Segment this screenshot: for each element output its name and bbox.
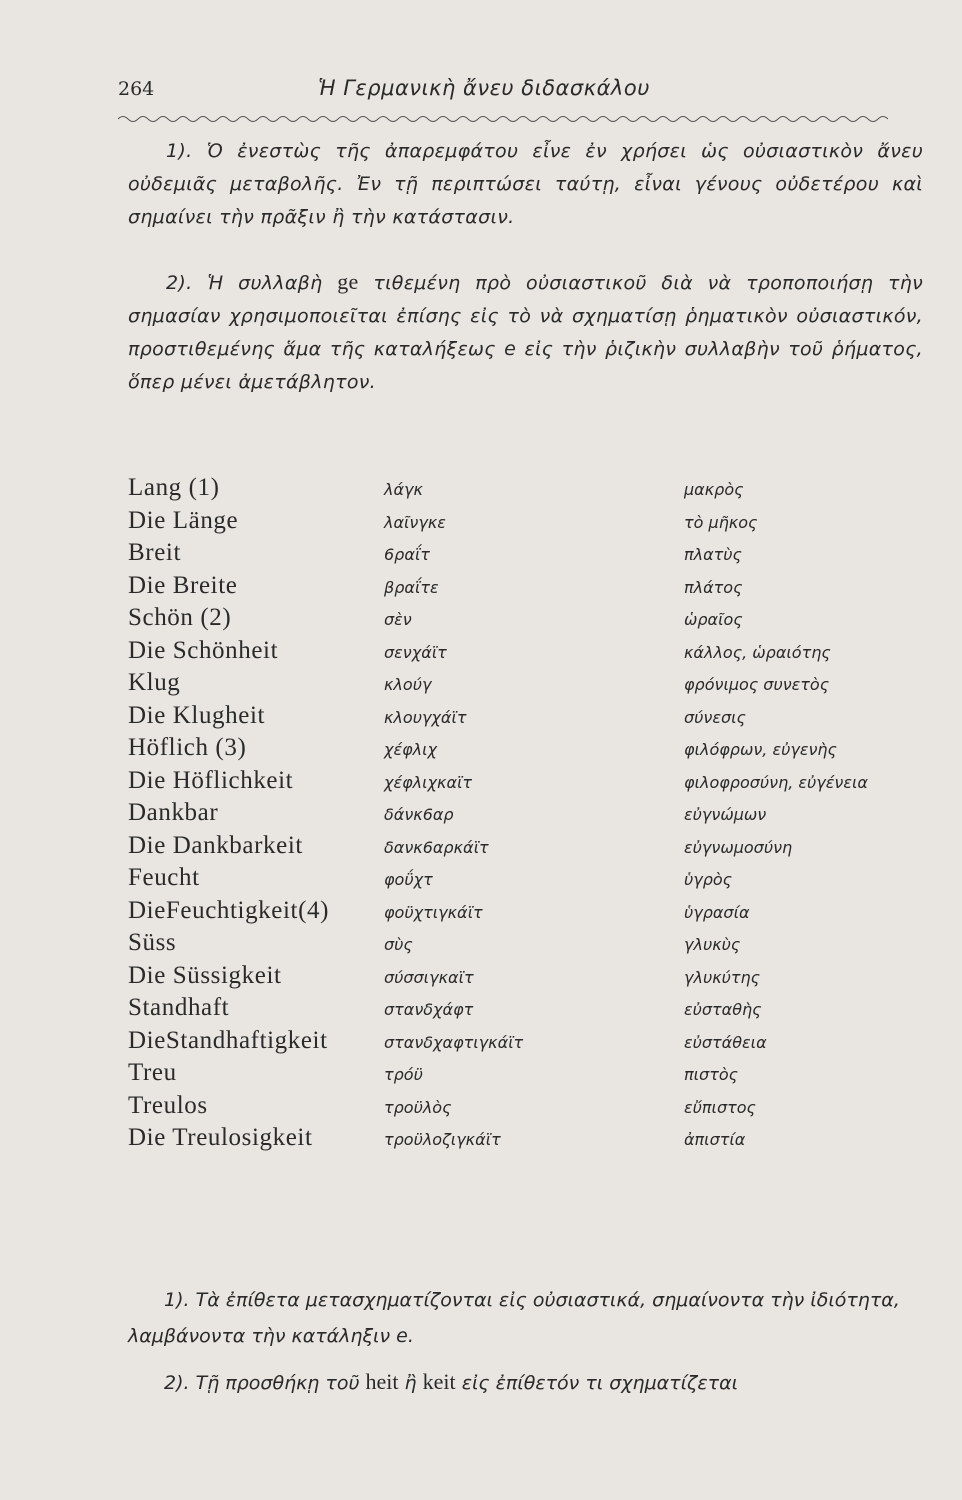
- german-word: DieFeuchtigkeit(4): [128, 896, 330, 924]
- german-word: Süss: [128, 929, 177, 956]
- german-word: Die Klugheit: [128, 701, 266, 729]
- greek-meaning: τὸ μῆκος: [684, 512, 758, 532]
- greek-meaning: γλυκὺς: [684, 935, 741, 954]
- pronunciation: βραΐτε: [384, 577, 439, 597]
- german-word: Die Süssigkeit: [128, 961, 282, 989]
- greek-meaning: εὐγνωμοσύνη: [684, 837, 793, 857]
- vocab-row: [128, 474, 928, 507]
- vocab-row: [128, 832, 928, 865]
- pronunciation: λάγκ: [384, 480, 423, 499]
- footnote-text-mid: ἢ: [404, 1372, 417, 1394]
- greek-meaning: σύνεσις: [684, 707, 746, 727]
- greek-meaning: μακρὸς: [684, 480, 744, 499]
- greek-meaning: εὔπιστος: [684, 1097, 756, 1117]
- pronunciation: στανδχαφτιγκάϊτ: [384, 1032, 524, 1052]
- vocab-row: [128, 539, 928, 572]
- vocab-row: [128, 669, 928, 702]
- german-word: Die Treulosigkeit: [128, 1124, 313, 1151]
- footnote-marker: 2).: [164, 1372, 190, 1394]
- paragraph-1: [128, 135, 923, 234]
- greek-meaning: εὐγνώμων: [684, 805, 767, 824]
- greek-meaning: φρόνιμος συνετὸς: [684, 675, 830, 694]
- german-word: Die Höflichkeit: [128, 766, 294, 794]
- german-word: Standhaft: [128, 994, 230, 1021]
- vocab-row: [128, 864, 928, 897]
- vocab-row: [128, 994, 928, 1027]
- footnote-text: Τὰ ἐπίθετα μετασχηματίζονται εἰς οὐσιαστικά, σημαίνοντα τὴν ἰδιότητα, λαμβάνοντα τὴν κατάληξιν e.: [128, 1289, 900, 1347]
- greek-meaning: εὐσταθὴς: [684, 1000, 762, 1019]
- page-header: [118, 72, 918, 112]
- pronunciation: λαῖνγκε: [384, 512, 446, 532]
- vocab-row: [128, 734, 928, 767]
- vocabulary-table: [128, 474, 928, 1157]
- vocab-row: [128, 929, 928, 962]
- paragraph-marker: 2).: [166, 272, 193, 294]
- german-word: DieStandhaftigkeit: [128, 1026, 328, 1054]
- paragraph-marker: 1).: [166, 140, 193, 162]
- greek-meaning: ὑγρασία: [684, 902, 750, 922]
- pronunciation: χέφλιχ: [384, 740, 438, 759]
- pronunciation: σὲν: [384, 610, 412, 629]
- pronunciation: κλούγ: [384, 675, 432, 694]
- vocab-row: [128, 572, 928, 605]
- vocab-row: [128, 799, 928, 832]
- german-word: Höflich (3): [128, 734, 247, 761]
- greek-meaning: ὑγρὸς: [684, 870, 733, 889]
- latin-suffix: keit: [422, 1369, 456, 1394]
- pronunciation: τροϋλὸς: [384, 1097, 452, 1117]
- greek-meaning: γλυκύτης: [684, 967, 761, 987]
- pronunciation: φοΰχτ: [384, 870, 433, 889]
- pronunciation: σύσσιγκαϊτ: [384, 967, 474, 987]
- german-word: Treulos: [128, 1091, 208, 1119]
- vocab-row: [128, 507, 928, 540]
- greek-meaning: πλάτος: [684, 577, 743, 597]
- pronunciation: σὺς: [384, 935, 413, 954]
- greek-meaning: κάλλος, ὡραιότης: [684, 642, 831, 662]
- pronunciation: τροϋλοζιγκάϊτ: [384, 1130, 501, 1149]
- pronunciation: στανδχάφτ: [384, 1000, 474, 1019]
- footnote-text-pre: Τῇ προσθήκῃ τοῦ: [195, 1372, 360, 1394]
- greek-meaning: πλατὺς: [684, 545, 742, 564]
- german-word: Die Breite: [128, 571, 238, 599]
- vocab-row: [128, 637, 928, 670]
- pronunciation: δάνκ6αρ: [384, 805, 454, 824]
- german-word: Feucht: [128, 864, 200, 891]
- pronunciation: τρόϋ: [384, 1065, 423, 1084]
- german-word: Lang (1): [128, 474, 220, 501]
- running-title: Ἡ Γερμανικὴ ἄνευ διδασκάλου: [318, 76, 650, 100]
- german-word: Die Schönheit: [128, 636, 279, 664]
- pronunciation: κλουγχάϊτ: [384, 707, 467, 727]
- vocab-row: [128, 1059, 928, 1092]
- pronunciation: 6ραΐτ: [384, 545, 430, 564]
- german-word: Treu: [128, 1059, 177, 1086]
- paragraph-text: τιθεμένη πρὸ οὐσιαστικοῦ διὰ νὰ τροποποιήσῃ τὴν σημασίαν χρησιμοποιεῖται ἐπίσης εἰς τὸ νὰ σχηματίσῃ ῥηματικὸν οὐσιαστικόν, προστιθεμένης ἅμα τῆς καταλήξεως e εἰς τὴν ῥιζικὴν συλλαβὴν τοῦ ῥήματος, ὅπερ μένει ἀμετάβλητον.: [128, 272, 923, 393]
- vocab-row: [128, 702, 928, 735]
- vocab-row: [128, 1124, 928, 1157]
- pronunciation: σενχάϊτ: [384, 642, 447, 662]
- greek-meaning: εὐστάθεια: [684, 1032, 767, 1052]
- footnote-marker: 1).: [164, 1289, 190, 1311]
- greek-meaning: πιστὸς: [684, 1065, 738, 1084]
- latin-suffix: heit: [365, 1369, 399, 1394]
- german-word: Breit: [128, 539, 181, 566]
- vocab-row: [128, 1027, 928, 1060]
- greek-meaning: ἀπιστία: [684, 1130, 746, 1149]
- vocab-row: [128, 1092, 928, 1125]
- page-number: 264: [118, 78, 155, 100]
- german-word: Schön (2): [128, 604, 232, 631]
- header-rule: [118, 114, 888, 124]
- vocab-row: [128, 604, 928, 637]
- paragraph-text-pre: Ἡ συλλαβὴ: [207, 272, 323, 294]
- vocab-row: [128, 962, 928, 995]
- pronunciation: χέφλιχκαϊτ: [384, 772, 473, 792]
- paragraph-text: Ὁ ἐνεστὼς τῆς ἀπαρεμφάτου εἶνε ἐν χρήσει ὡς οὐσιαστικὸν ἄνευ οὐδεμιᾶς μεταβολῆς. Ἐν τῇ περιπτώσει ταύτῃ, εἶναι γένους οὐδετέρου καὶ σημαίνει τὴν πρᾶξιν ἢ τὴν κατάστασιν.: [128, 140, 923, 228]
- greek-meaning: φιλόφρων, εὐγενὴς: [684, 740, 837, 759]
- footnote-1: [128, 1282, 928, 1354]
- latin-syllable: ge: [337, 269, 359, 294]
- german-word: Dankbar: [128, 799, 219, 826]
- german-word: Die Dankbarkeit: [128, 831, 303, 859]
- greek-meaning: φιλοφροσύνη, εὐγένεια: [684, 772, 868, 792]
- footnote-text-post: εἰς ἐπίθετόν τι σχηματίζεται: [461, 1372, 739, 1394]
- german-word: Klug: [128, 669, 181, 696]
- pronunciation: δανκ6αρκάϊτ: [384, 837, 489, 857]
- footnote-2: [128, 1364, 928, 1401]
- pronunciation: φοϋχτιγκάϊτ: [384, 902, 483, 922]
- german-word: Die Länge: [128, 506, 239, 534]
- vocab-row: [128, 767, 928, 800]
- vocab-row: [128, 897, 928, 930]
- greek-meaning: ὡραῖος: [684, 610, 743, 629]
- paragraph-2: [128, 265, 923, 399]
